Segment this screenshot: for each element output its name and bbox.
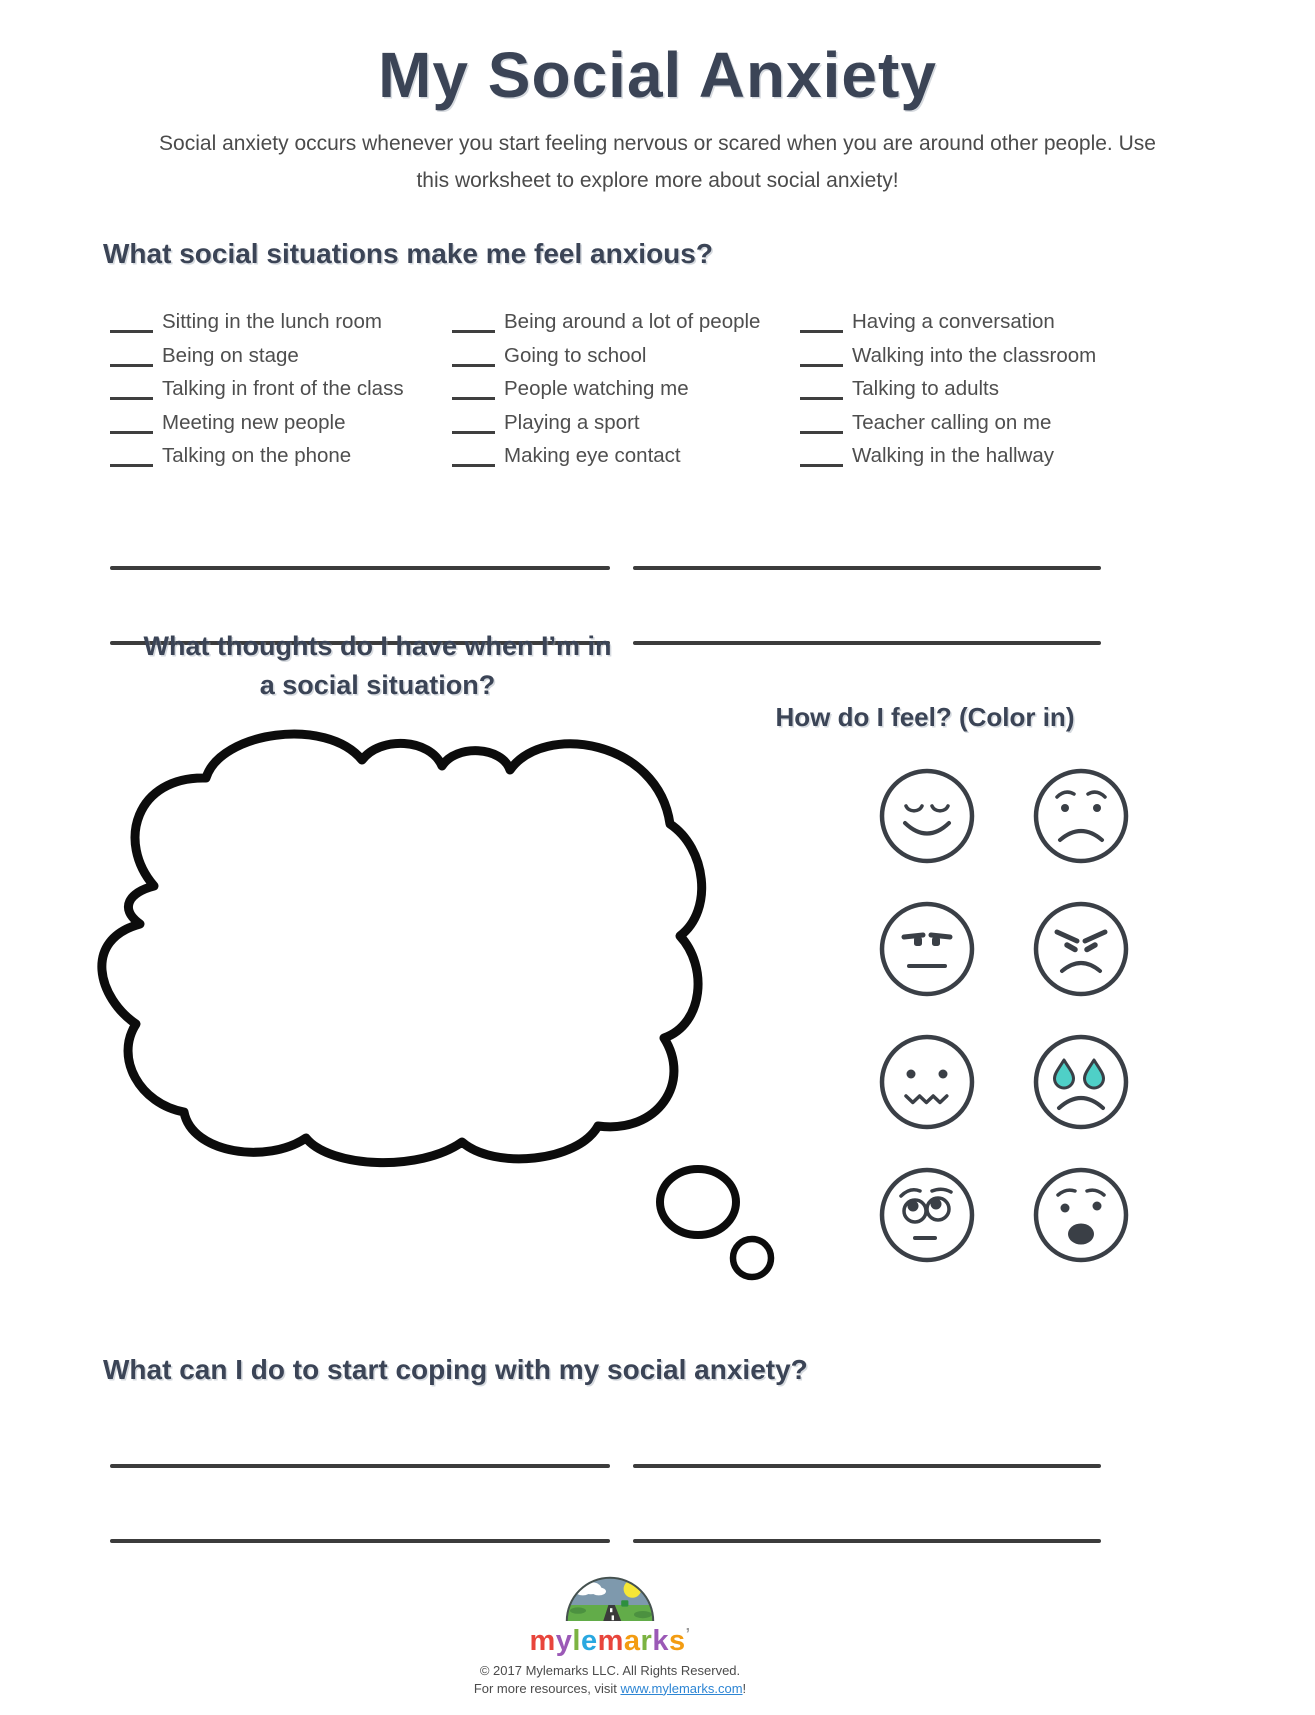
angry-face-icon[interactable] xyxy=(1031,899,1131,999)
resources-prefix: For more resources, visit xyxy=(473,1680,621,1696)
list-item xyxy=(452,302,800,336)
feelings-heading: How do I feel? (Color in) xyxy=(775,702,1075,732)
checkbox-blank-line[interactable] xyxy=(452,408,495,434)
checklist-column-3 xyxy=(800,302,1105,470)
list-item-label: Walking in the hallway xyxy=(852,444,1055,468)
intro-line-2: this worksheet to explore more about social anxiety! xyxy=(416,169,899,193)
scared-face-icon[interactable] xyxy=(1031,1165,1131,1265)
checkbox-blank-line[interactable] xyxy=(800,374,843,400)
list-item-label: Teacher calling on me xyxy=(852,410,1052,434)
list-item xyxy=(452,369,800,403)
checklist-column-2 xyxy=(452,302,800,470)
list-item xyxy=(452,336,800,370)
list-item-label: Making eye contact xyxy=(504,444,681,468)
writing-line[interactable] xyxy=(110,566,610,570)
list-item-label: Being on stage xyxy=(162,343,299,367)
intro-text xyxy=(128,125,1188,199)
list-item-label: Talking to adults xyxy=(852,377,1000,401)
list-item-label: Meeting new people xyxy=(162,410,346,434)
resources-suffix: ! xyxy=(742,1680,747,1696)
list-item-label: Sitting in the lunch room xyxy=(162,310,382,333)
thoughts-heading-line-2: a social situation? xyxy=(259,670,496,700)
list-item xyxy=(452,403,800,437)
list-item-label: People watching me xyxy=(504,377,689,401)
situations-checklist xyxy=(110,302,1205,470)
writing-line[interactable] xyxy=(110,1464,610,1468)
feelings-faces-grid xyxy=(877,766,1131,1265)
list-item xyxy=(452,436,800,470)
list-item-label: Talking in front of the class xyxy=(162,377,404,401)
nervous-face-icon[interactable] xyxy=(877,1032,977,1132)
checkbox-blank-line[interactable] xyxy=(800,307,843,333)
thoughts-heading xyxy=(95,627,660,705)
eye-roll-face-icon[interactable] xyxy=(877,1165,977,1265)
list-item-label: Talking on the phone xyxy=(162,444,352,468)
copyright-line: © 2017 Mylemarks LLC. All Rights Reserved. xyxy=(479,1663,741,1678)
list-item xyxy=(110,436,452,470)
list-item-label: Playing a sport xyxy=(504,410,640,434)
crying-face-icon[interactable] xyxy=(1031,1032,1131,1132)
checkbox-blank-line[interactable] xyxy=(110,341,153,367)
checkbox-blank-line[interactable] xyxy=(800,408,843,434)
header xyxy=(0,39,1315,199)
list-item-label: Being around a lot of people xyxy=(504,310,761,333)
logo-trademark-tick: ’ xyxy=(685,1626,691,1643)
situations-heading: What social situations make me feel anxious? xyxy=(103,238,713,269)
worried-face-icon[interactable] xyxy=(1031,766,1131,866)
copyright-text xyxy=(0,1662,1220,1697)
checkbox-blank-line[interactable] xyxy=(110,441,153,467)
writing-line[interactable] xyxy=(633,1539,1101,1543)
coping-heading: What can I do to start coping with my social anxiety? xyxy=(103,1354,808,1385)
list-item-label: Walking into the classroom xyxy=(852,343,1097,367)
checkbox-blank-line[interactable] xyxy=(452,441,495,467)
thought-bubble[interactable] xyxy=(58,714,782,1294)
mylemarks-logo-text: mylemarks xyxy=(529,1625,686,1657)
list-item-label: Going to school xyxy=(504,343,647,367)
list-item xyxy=(800,369,1105,403)
checkbox-blank-line[interactable] xyxy=(110,374,153,400)
writing-line-row xyxy=(110,1464,1102,1468)
writing-line[interactable] xyxy=(633,1464,1101,1468)
writing-line[interactable] xyxy=(633,566,1101,570)
mylemarks-logo-icon xyxy=(562,1572,658,1626)
checkbox-blank-line[interactable] xyxy=(110,307,153,333)
writing-line[interactable] xyxy=(633,641,1101,645)
checkbox-blank-line[interactable] xyxy=(452,307,495,333)
list-item xyxy=(110,369,452,403)
list-item-label: Having a conversation xyxy=(852,310,1055,333)
annoyed-face-icon[interactable] xyxy=(877,899,977,999)
writing-line-row xyxy=(110,1539,1102,1543)
checkbox-blank-line[interactable] xyxy=(110,408,153,434)
writing-line-row xyxy=(110,566,1102,570)
thoughts-heading-line-1: What thoughts do I have when I’m in xyxy=(143,631,612,661)
list-item xyxy=(110,336,452,370)
checklist-column-1 xyxy=(110,302,452,470)
checkbox-blank-line[interactable] xyxy=(800,441,843,467)
list-item xyxy=(800,436,1105,470)
page-title: My Social Anxiety xyxy=(378,39,937,111)
mylemarks-link[interactable]: www.mylemarks.com xyxy=(620,1680,743,1696)
list-item xyxy=(800,336,1105,370)
list-item xyxy=(110,302,452,336)
checkbox-blank-line[interactable] xyxy=(452,341,495,367)
writing-line[interactable] xyxy=(110,1539,610,1543)
footer xyxy=(0,1572,1220,1697)
list-item xyxy=(800,403,1105,437)
resources-line xyxy=(0,1680,1220,1698)
checkbox-blank-line[interactable] xyxy=(800,341,843,367)
list-item xyxy=(110,403,452,437)
intro-line-1: Social anxiety occurs whenever you start feeling nervous or scared when you are around other people. Use xyxy=(159,132,1156,156)
list-item xyxy=(800,302,1105,336)
checkbox-blank-line[interactable] xyxy=(452,374,495,400)
calm-face-icon[interactable] xyxy=(877,766,977,866)
mylemarks-logo xyxy=(0,1627,1220,1656)
